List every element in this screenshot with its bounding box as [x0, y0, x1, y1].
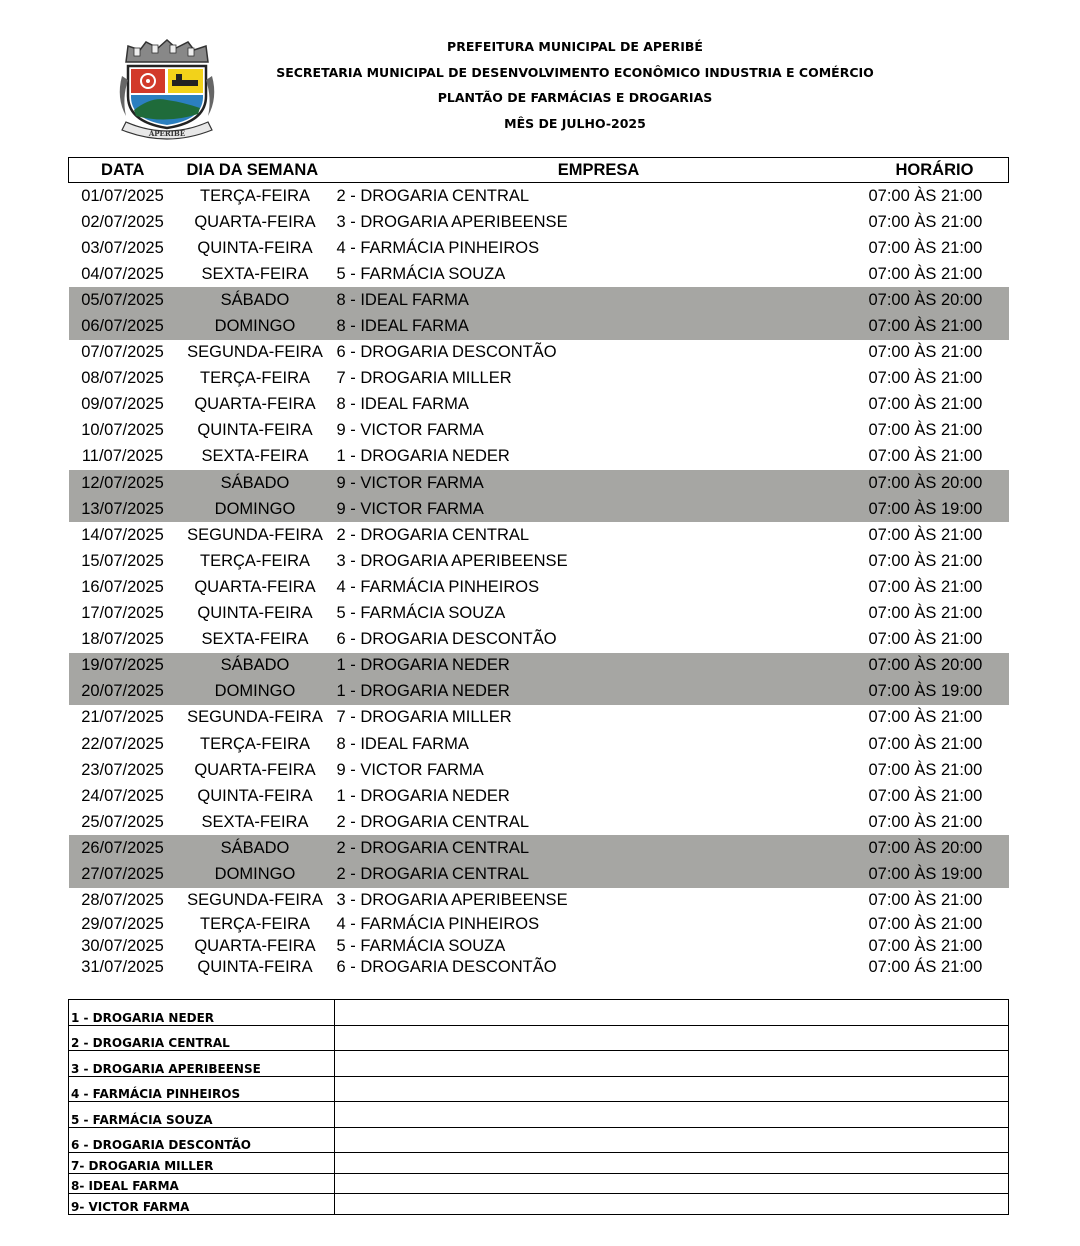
row-hours: 07:00 ÀS 21:00: [868, 343, 983, 362]
table-row: [69, 261, 1009, 287]
legend-info: [335, 1173, 1009, 1194]
row-date: 01/07/2025: [81, 186, 164, 205]
row-company: 8 - IDEAL FARMA: [336, 734, 469, 753]
legend-row: [69, 1025, 1009, 1051]
row-company: 1 - DROGARIA NEDER: [336, 447, 510, 466]
table-row: [69, 809, 1009, 835]
column-header-day: DIA DA SEMANA: [177, 158, 334, 183]
table-row: [69, 957, 1009, 979]
row-day: QUARTA-FEIRA: [194, 212, 316, 231]
row-day: QUINTA-FEIRA: [197, 958, 313, 977]
row-company: 5 - FARMÁCIA SOUZA: [336, 936, 506, 955]
table-row: [69, 783, 1009, 809]
row-date: 22/07/2025: [81, 734, 164, 753]
row-date: 18/07/2025: [81, 630, 164, 649]
row-date: 28/07/2025: [81, 891, 164, 910]
column-header-date: DATA: [69, 158, 177, 183]
row-hours: 07:00 ÀS 21:00: [868, 186, 983, 205]
row-hours: 07:00 ÀS 19:00: [864, 861, 1009, 887]
row-date: 13/07/2025: [69, 496, 177, 522]
row-date: 03/07/2025: [81, 238, 164, 257]
row-date: 23/07/2025: [81, 760, 164, 779]
logo-ribbon-text: APERIBÉ: [148, 129, 186, 138]
row-date: 12/07/2025: [69, 470, 177, 496]
row-company: 6 - DROGARIA DESCONTÃO: [336, 343, 557, 362]
row-day: SEXTA-FEIRA: [201, 447, 309, 466]
row-company: 5 - FARMÁCIA SOUZA: [336, 264, 506, 283]
row-day: SEGUNDA-FEIRA: [187, 343, 323, 362]
row-date: 11/07/2025: [81, 447, 164, 466]
row-date: 08/07/2025: [81, 369, 164, 388]
row-hours: 07:00 ÀS 21:00: [868, 212, 983, 231]
row-company: 8 - IDEAL FARMA: [336, 395, 469, 414]
row-day: TERÇA-FEIRA: [199, 734, 310, 753]
row-date: 06/07/2025: [69, 313, 177, 339]
row-company: 9 - VICTOR FARMA: [334, 496, 864, 522]
legend-info: [335, 1102, 1009, 1128]
legend-info: [335, 1051, 1009, 1077]
row-hours: 07:00 ÀS 21:00: [864, 313, 1009, 339]
row-day: SEGUNDA-FEIRA: [187, 708, 323, 727]
table-row-weekend: [69, 496, 1009, 522]
row-day: DOMINGO: [177, 496, 334, 522]
table-row: [69, 757, 1009, 783]
table-row: [69, 418, 1009, 444]
table-row: [69, 183, 1009, 210]
row-company: 6 - DROGARIA DESCONTÃO: [336, 630, 557, 649]
table-row: [69, 705, 1009, 731]
row-company: 9 - VICTOR FARMA: [336, 421, 484, 440]
row-hours: 07:00 ÀS 21:00: [868, 421, 983, 440]
row-day: QUARTA-FEIRA: [194, 577, 316, 596]
table-row-weekend: [69, 470, 1009, 496]
legend-info: [335, 1153, 1009, 1174]
row-company: 6 - DROGARIA DESCONTÃO: [336, 958, 557, 977]
row-company: 1 - DROGARIA NEDER: [334, 653, 864, 679]
row-day: SEGUNDA-FEIRA: [187, 891, 323, 910]
row-company: 2 - DROGARIA CENTRAL: [336, 812, 530, 831]
schedule-header-row: [69, 158, 1009, 183]
row-company: 4 - FARMÁCIA PINHEIROS: [336, 238, 540, 257]
legend-name: 7- DROGARIA MILLER: [69, 1153, 335, 1174]
row-hours: 07:00 ÀS 21:00: [868, 734, 983, 753]
row-hours: 07:00 ÀS 21:00: [868, 447, 983, 466]
row-date: 20/07/2025: [69, 679, 177, 705]
row-date: 04/07/2025: [81, 264, 164, 283]
row-hours: 07:00 ÀS 19:00: [864, 679, 1009, 705]
row-day: DOMINGO: [177, 861, 334, 887]
row-company: 1 - DROGARIA NEDER: [336, 786, 510, 805]
row-day: QUINTA-FEIRA: [197, 421, 313, 440]
legend-info: [335, 1127, 1009, 1153]
row-hours: 07:00 ÀS 20:00: [864, 835, 1009, 861]
row-date: 19/07/2025: [69, 653, 177, 679]
legend-row: [69, 1051, 1009, 1077]
column-header-hours: HORÁRIO: [864, 158, 1009, 183]
table-row-weekend: [69, 287, 1009, 313]
row-date: 05/07/2025: [69, 287, 177, 313]
row-date: 29/07/2025: [81, 914, 164, 933]
legend-info: [335, 1076, 1009, 1102]
table-row-weekend: [69, 679, 1009, 705]
row-day: SÁBADO: [177, 287, 334, 313]
row-hours: 07:00 ÀS 21:00: [868, 369, 983, 388]
legend-name: 6 - DROGARIA DESCONTÃO: [69, 1127, 335, 1153]
table-row: [69, 914, 1009, 936]
row-company: 8 - IDEAL FARMA: [334, 287, 864, 313]
row-day: QUINTA-FEIRA: [197, 786, 313, 805]
row-company: 1 - DROGARIA NEDER: [334, 679, 864, 705]
row-hours: 07:00 ÀS 21:00: [868, 936, 983, 955]
row-day: QUARTA-FEIRA: [194, 395, 316, 414]
table-row: [69, 627, 1009, 653]
table-row: [69, 731, 1009, 757]
legend-name: 1 - DROGARIA NEDER: [69, 1000, 335, 1026]
row-company: 8 - IDEAL FARMA: [334, 313, 864, 339]
legend-row: [69, 1194, 1009, 1215]
legend-info: [335, 1194, 1009, 1215]
row-date: 15/07/2025: [81, 551, 164, 570]
schedule-table: [68, 157, 1009, 979]
table-row-weekend: [69, 313, 1009, 339]
row-day: TERÇA-FEIRA: [199, 369, 310, 388]
row-hours: 07:00 ÀS 21:00: [868, 708, 983, 727]
row-hours: 07:00 ÀS 21:00: [868, 577, 983, 596]
row-day: TERÇA-FEIRA: [199, 914, 310, 933]
row-company: 2 - DROGARIA CENTRAL: [334, 861, 864, 887]
row-hours: 07:00 ÀS 21:00: [868, 891, 983, 910]
pharmacy-legend-table: [68, 999, 1009, 1215]
document-header: [230, 38, 920, 140]
legend-row: [69, 1000, 1009, 1026]
row-date: 25/07/2025: [81, 812, 164, 831]
row-hours: 07:00 ÀS 21:00: [868, 760, 983, 779]
row-date: 07/07/2025: [81, 343, 164, 362]
table-row: [69, 935, 1009, 957]
row-day: TERÇA-FEIRA: [199, 186, 310, 205]
row-date: 26/07/2025: [69, 835, 177, 861]
row-day: SEXTA-FEIRA: [201, 264, 309, 283]
table-row: [69, 392, 1009, 418]
header-prefeitura: PREFEITURA MUNICIPAL DE APERIBÉ: [447, 39, 703, 54]
row-hours: 07:00 ÀS 20:00: [864, 287, 1009, 313]
table-row: [69, 235, 1009, 261]
row-date: 31/07/2025: [81, 958, 164, 977]
coat-of-arms-logo: [112, 36, 222, 142]
row-date: 09/07/2025: [81, 395, 164, 414]
table-row: [69, 522, 1009, 548]
legend-info: [335, 1000, 1009, 1026]
row-company: 9 - VICTOR FARMA: [334, 470, 864, 496]
table-row: [69, 548, 1009, 574]
row-day: SÁBADO: [177, 470, 334, 496]
row-company: 3 - DROGARIA APERIBEENSE: [336, 551, 568, 570]
row-company: 3 - DROGARIA APERIBEENSE: [336, 212, 568, 231]
row-day: DOMINGO: [177, 679, 334, 705]
row-day: QUINTA-FEIRA: [197, 604, 313, 623]
table-row: [69, 209, 1009, 235]
row-hours: 07:00 ÀS 21:00: [868, 395, 983, 414]
table-row: [69, 366, 1009, 392]
column-header-company: EMPRESA: [334, 158, 864, 183]
row-date: 17/07/2025: [81, 604, 164, 623]
row-hours: 07:00 ÀS 21:00: [868, 630, 983, 649]
row-date: 10/07/2025: [81, 421, 164, 440]
row-hours: 07:00 ÀS 21:00: [868, 525, 983, 544]
table-row-weekend: [69, 835, 1009, 861]
row-company: 4 - FARMÁCIA PINHEIROS: [336, 914, 540, 933]
row-hours: 07:00 ÀS 21:00: [868, 551, 983, 570]
table-row-weekend: [69, 653, 1009, 679]
row-day: SÁBADO: [177, 653, 334, 679]
table-row: [69, 601, 1009, 627]
row-hours: 07:00 ÀS 21:00: [868, 604, 983, 623]
row-date: 24/07/2025: [81, 786, 164, 805]
row-company: 4 - FARMÁCIA PINHEIROS: [336, 577, 540, 596]
row-hours: 07:00 ÀS 20:00: [864, 653, 1009, 679]
legend-row: [69, 1153, 1009, 1174]
row-company: 5 - FARMÁCIA SOUZA: [336, 604, 506, 623]
table-row: [69, 444, 1009, 470]
row-hours: 07:00 ÀS 21:00: [868, 786, 983, 805]
row-day: SEXTA-FEIRA: [201, 630, 309, 649]
row-hours: 07:00 ÀS 21:00: [868, 238, 983, 257]
row-company: 7 - DROGARIA MILLER: [336, 369, 512, 388]
table-row-weekend: [69, 861, 1009, 887]
legend-row: [69, 1076, 1009, 1102]
table-row: [69, 574, 1009, 600]
row-date: 21/07/2025: [81, 708, 164, 727]
row-hours: 07:00 ÀS 21:00: [868, 812, 983, 831]
row-date: 14/07/2025: [81, 525, 164, 544]
row-day: DOMINGO: [177, 313, 334, 339]
row-day: TERÇA-FEIRA: [199, 551, 310, 570]
row-hours: 07:00 ÀS 19:00: [864, 496, 1009, 522]
row-day: SEXTA-FEIRA: [201, 812, 309, 831]
row-company: 9 - VICTOR FARMA: [336, 760, 484, 779]
row-day: SEGUNDA-FEIRA: [187, 525, 323, 544]
row-company: 2 - DROGARIA CENTRAL: [336, 525, 530, 544]
legend-name: 5 - FARMÁCIA SOUZA: [69, 1102, 335, 1128]
row-hours: 07:00 ÀS 21:00: [868, 264, 983, 283]
legend-name: 8- IDEAL FARMA: [69, 1173, 335, 1194]
row-day: QUARTA-FEIRA: [194, 936, 316, 955]
table-row: [69, 340, 1009, 366]
legend-row: [69, 1102, 1009, 1128]
row-hours: 07:00 ÁS 21:00: [868, 958, 983, 977]
row-date: 27/07/2025: [69, 861, 177, 887]
legend-info: [335, 1025, 1009, 1051]
row-hours: 07:00 ÀS 21:00: [868, 914, 983, 933]
row-company: 2 - DROGARIA CENTRAL: [334, 835, 864, 861]
header-plantao: PLANTÃO DE FARMÁCIAS E DROGARIAS: [437, 90, 713, 105]
legend-row: [69, 1173, 1009, 1194]
row-company: 2 - DROGARIA CENTRAL: [336, 186, 530, 205]
row-date: 02/07/2025: [81, 212, 164, 231]
header-month: MÊS DE JULHO-2025: [504, 115, 646, 131]
row-day: SÁBADO: [177, 835, 334, 861]
legend-name: 2 - DROGARIA CENTRAL: [69, 1025, 335, 1051]
coat-of-arms-icon: [112, 36, 222, 142]
row-date: 30/07/2025: [81, 936, 164, 955]
row-company: 7 - DROGARIA MILLER: [336, 708, 512, 727]
row-date: 16/07/2025: [81, 577, 164, 596]
row-day: QUINTA-FEIRA: [197, 238, 313, 257]
legend-row: [69, 1127, 1009, 1153]
row-day: QUARTA-FEIRA: [194, 760, 316, 779]
table-row: [69, 888, 1009, 914]
row-company: 3 - DROGARIA APERIBEENSE: [336, 891, 568, 910]
legend-name: 9- VICTOR FARMA: [69, 1194, 335, 1215]
legend-name: 3 - DROGARIA APERIBEENSE: [69, 1051, 335, 1077]
row-hours: 07:00 ÀS 20:00: [864, 470, 1009, 496]
legend-name: 4 - FARMÁCIA PINHEIROS: [69, 1076, 335, 1102]
header-secretaria: SECRETARIA MUNICIPAL DE DESENVOLVIMENTO ECONÔMICO INDUSTRIA E COMÉRCIO: [276, 64, 874, 80]
